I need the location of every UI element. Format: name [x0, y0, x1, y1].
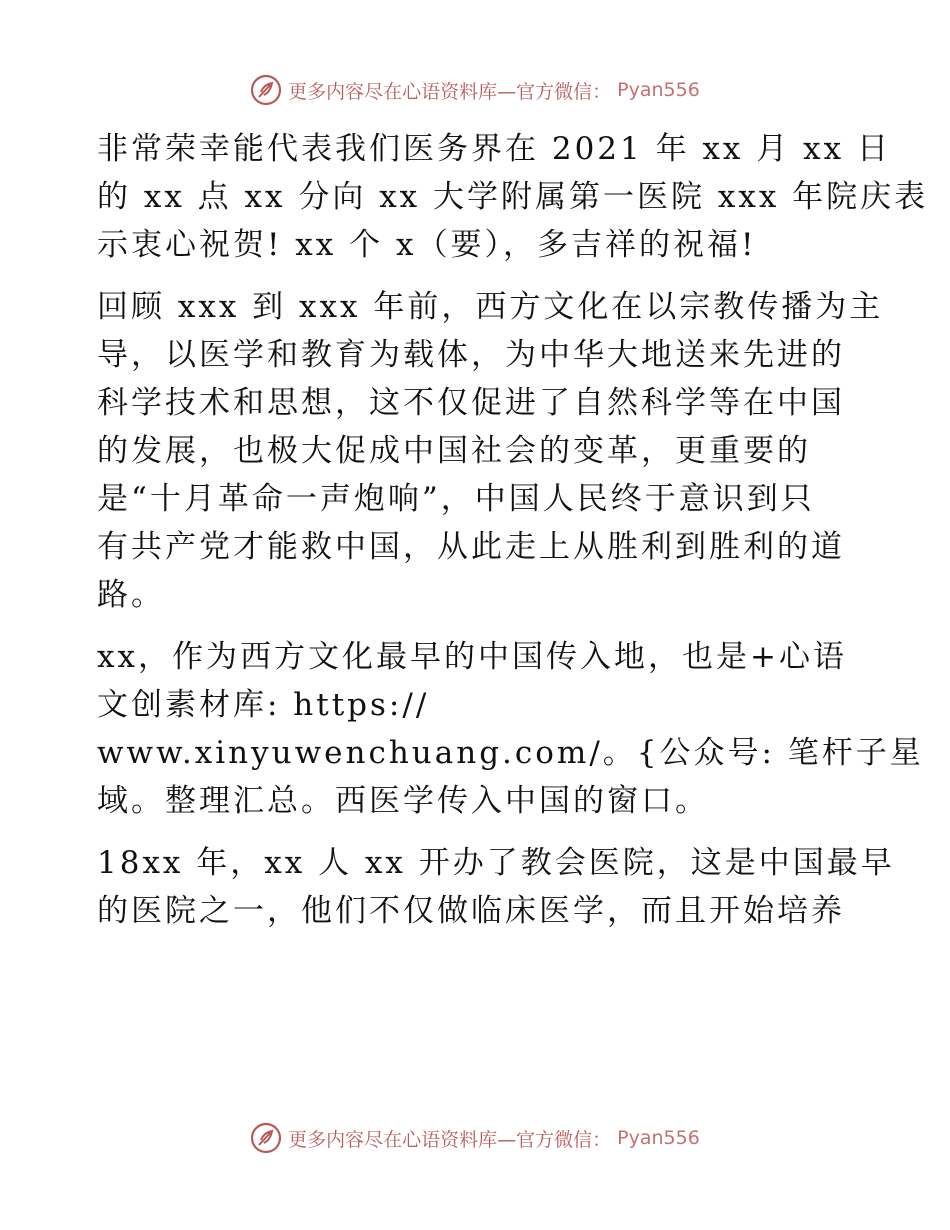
text-line: 路。	[97, 577, 165, 613]
banner-text: 更多内容尽在心语资料库—官方微信：	[288, 80, 612, 103]
text-line: 科学技术和思想，这不仅促进了自然科学等在中国	[97, 385, 845, 421]
feather-seal-logo-icon	[250, 1122, 282, 1154]
text-line: 有共产党才能救中国，从此走上从胜利到胜利的道	[97, 529, 845, 565]
paragraph	[97, 633, 924, 825]
wechat-id: Pyan556	[617, 1127, 700, 1149]
text-line: 是“十月革命一声炮响”，中国人民终于意识到只	[97, 481, 815, 517]
text-line: 18xx 年，xx 人 xx 开办了教会医院，这是中国最早	[97, 845, 895, 881]
paragraph	[97, 283, 884, 619]
feather-seal-logo-icon	[250, 74, 282, 106]
paragraph	[97, 125, 929, 269]
text-line: 非常荣幸能代表我们医务界在 2021 年 xx 月 xx 日	[97, 131, 891, 167]
document-body	[97, 125, 929, 949]
footer-banner	[0, 1122, 950, 1154]
text-line: 域。整理汇总。西医学传入中国的窗口。	[97, 783, 709, 819]
banner-text: 更多内容尽在心语资料库—官方微信：	[288, 1128, 612, 1151]
text-line: 的发展，也极大促成中国社会的变革，更重要的	[97, 433, 811, 469]
text-line: 回顾 xxx 到 xxx 年前，西方文化在以宗教传播为主	[97, 289, 884, 325]
paragraph	[97, 839, 895, 935]
text-line: 的医院之一，他们不仅做临床医学，而且开始培养	[97, 893, 845, 929]
text-line: 的 xx 点 xx 分向 xx 大学附属第一医院 xxx 年院庆表	[97, 179, 929, 215]
text-line: 导，以医学和教育为载体，为中华大地送来先进的	[97, 337, 845, 373]
wechat-id: Pyan556	[617, 79, 700, 101]
text-line: xx，作为西方文化最早的中国传入地，也是+心语	[97, 639, 847, 675]
text-line: 文创素材库: https://	[97, 687, 430, 723]
text-line: 示衷心祝贺! xx 个 x（要），多吉祥的祝福!	[97, 227, 757, 263]
text-line: www.xinyuwenchuang.com/。{公众号: 笔杆子星	[97, 735, 924, 771]
header-banner	[0, 74, 950, 106]
